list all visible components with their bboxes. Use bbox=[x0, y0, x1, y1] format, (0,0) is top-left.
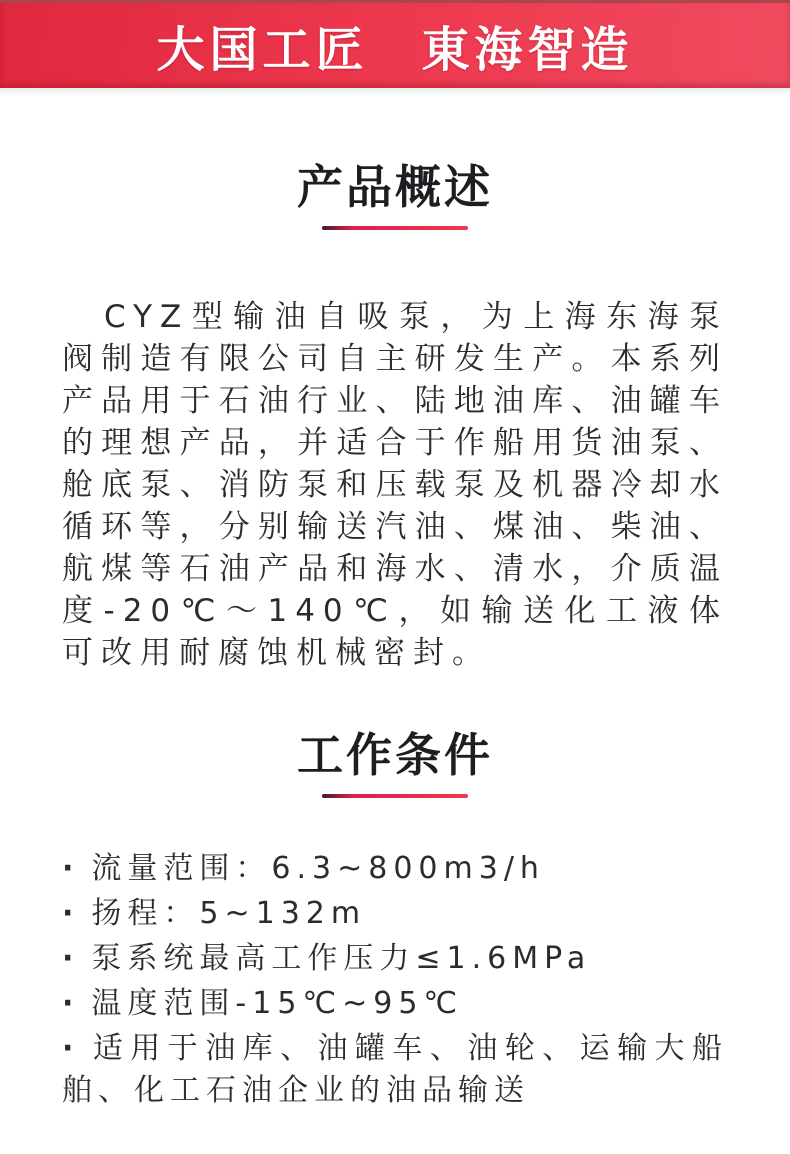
bullet-text: 适用于油库、油罐车、油轮、运输大船舶、化工石油企业的油品输送 bbox=[62, 1031, 728, 1108]
banner-title: 大国工匠 東海智造 bbox=[156, 22, 634, 78]
list-item-head-range bbox=[62, 893, 728, 935]
overview-heading: 产品概述 bbox=[297, 160, 493, 214]
bullet-icon: · bbox=[62, 1031, 80, 1066]
brand-banner bbox=[0, 0, 790, 88]
conditions-list bbox=[0, 848, 790, 1112]
bullet-icon: · bbox=[62, 941, 80, 976]
bullet-icon: · bbox=[62, 851, 80, 886]
overview-heading-underline bbox=[322, 226, 468, 230]
conditions-heading: 工作条件 bbox=[297, 728, 493, 782]
bullet-text: 泵系统最高工作压力≤1.6MPa bbox=[91, 941, 592, 976]
banner-bottom-fade bbox=[0, 88, 790, 96]
bullet-icon: · bbox=[62, 986, 80, 1021]
bullet-text: 温度范围-15℃~95℃ bbox=[91, 986, 464, 1021]
list-item-applications bbox=[62, 1028, 728, 1112]
section-product-overview bbox=[0, 160, 790, 674]
conditions-heading-underline bbox=[322, 794, 468, 798]
bullet-text: 流量范围：6.3~800m3/h bbox=[91, 851, 545, 886]
bullet-icon: · bbox=[62, 896, 80, 931]
overview-paragraph: CYZ型输油自吸泵，为上海东海泵阀制造有限公司自主研发生产。本系列产品用于石油行业、陆地油库、油罐车的理想产品，并适合于作船用货油泵、舱底泵、消防泵和压载泵及机器冷却水循环等，分别输送汽油、煤油、柴油、航煤等石油产品和海水、清水，介质温度-20℃～140℃，如输送化工液体可改用耐腐蚀机械密封。 bbox=[62, 299, 728, 671]
list-item-temp-range bbox=[62, 983, 728, 1025]
bullet-text: 扬程：5~132m bbox=[91, 896, 367, 931]
section-working-conditions bbox=[0, 728, 790, 1112]
list-item-max-pressure bbox=[62, 938, 728, 980]
list-item-flow-range bbox=[62, 848, 728, 890]
